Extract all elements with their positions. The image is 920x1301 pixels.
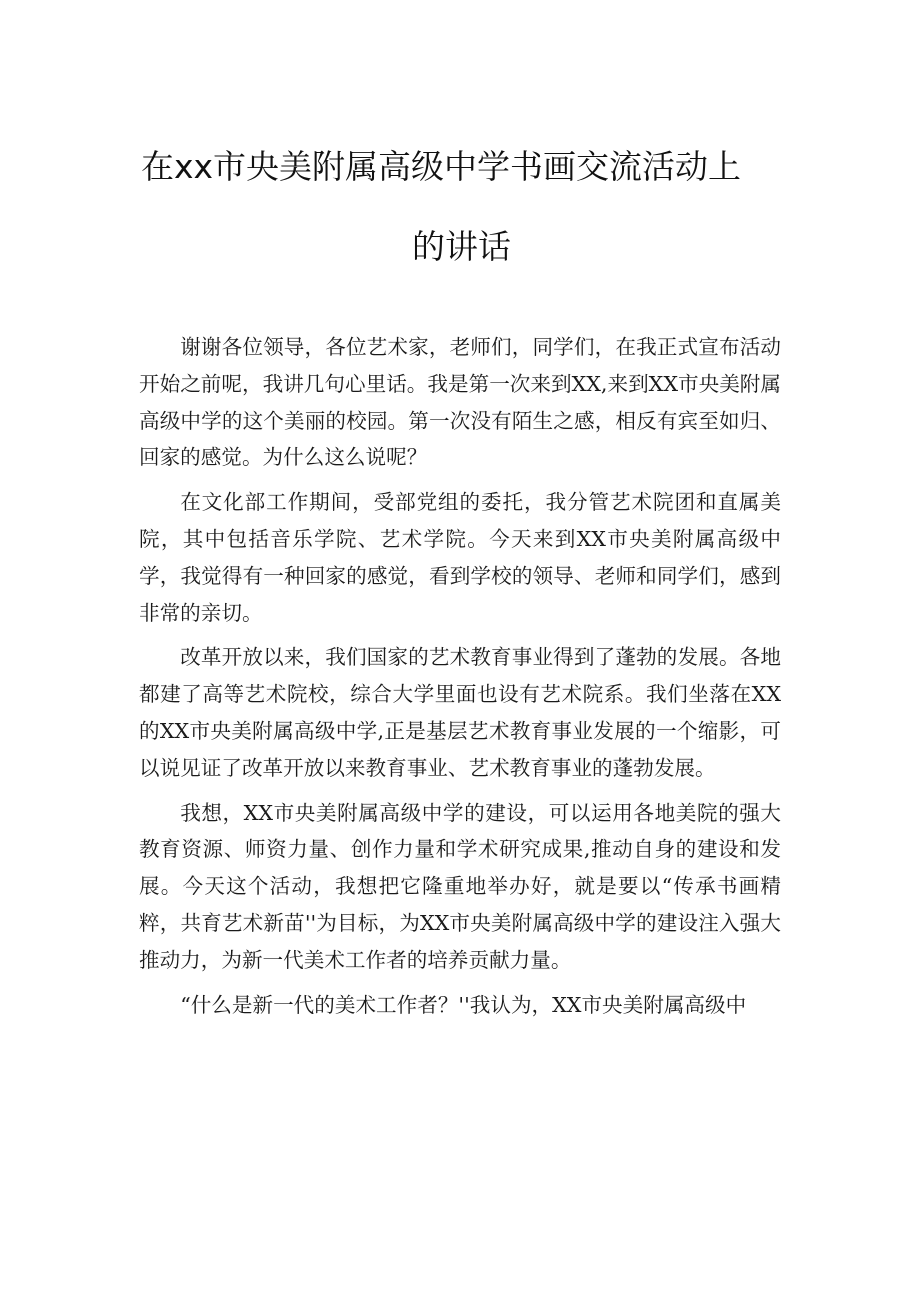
document-title: 在xx市央美附属高级中学书画交流活动上 <box>141 147 742 186</box>
paragraph: 我想，XX市央美附属高级中学的建设，可以运用各地美院的强大教育资源、师资力量、创作力量和学术研究成果,推动自身的建设和发展。今天这个活动，我想把它隆重地举办好，就是要以“传承书画精粹，共育艺术新苗''为目标，为XX市央美附属高级中学的建设注入强大推动力，为新一代美术工作者的培养贡献力量。 <box>139 800 781 972</box>
paragraph: “什么是新一代的美术工作者？''我认为，XX市央美附属高级中 <box>180 992 747 1017</box>
document-title-continued: 的讲话 <box>412 227 511 266</box>
paragraph: 谢谢各位领导，各位艺术家，老师们，同学们，在我正式宣布活动开始之前呢，我讲几句心里话。我是第一次来到XX,来到XX市央美附属高级中学的这个美丽的校园。第一次没有陌生之感，相反有宾至如归、回家的感觉。为什么这么说呢？ <box>139 335 781 470</box>
paragraph: 改革开放以来，我们国家的艺术教育事业得到了蓬勃的发展。各地都建了高等艺术院校，综合大学里面也设有艺术院系。我们坐落在XX的XX市央美附属高级中学,正是基层艺术教育事业发展的一个缩影，可以说见证了改革开放以来教育事业、艺术教育事业的蓬勃发展。 <box>139 645 781 780</box>
document-body <box>139 329 781 1031</box>
paragraph: 在文化部工作期间，受部党组的委托，我分管艺术院团和直属美院，其中包括音乐学院、艺术学院。今天来到XX市央美附属高级中学，我觉得有一种回家的感觉，看到学校的领导、老师和同学们，感到非常的亲切。 <box>139 490 781 625</box>
